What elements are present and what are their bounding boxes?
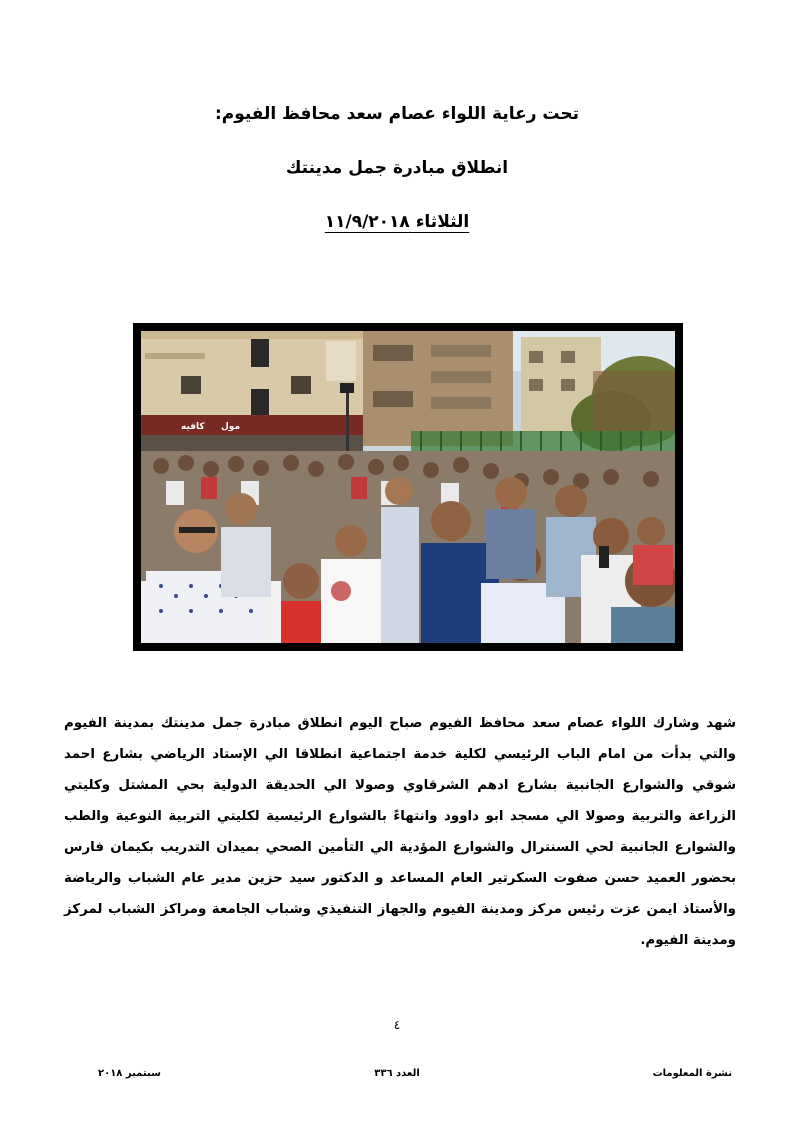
page-number: ٤ <box>393 1018 401 1032</box>
crowd-photo-illustration <box>141 331 675 643</box>
footer-issue-number: العدد ٣٣٦ <box>374 1068 420 1079</box>
date-text: الثلاثاء ١١/٩/٢٠١٨ <box>324 212 470 232</box>
footer-date: سبتمبر ٢٠١٨ <box>98 1068 161 1079</box>
shop-sign-1: كافيه <box>181 422 205 432</box>
date-heading <box>0 212 794 232</box>
patronage-heading: تحت رعاية اللواء عصام سعد محافظ الفيوم: <box>214 104 580 124</box>
initiative-title: انطلاق مبادرة جمل مدينتك <box>285 158 509 178</box>
event-photo <box>133 323 683 651</box>
article-paragraph: شهد وشارك اللواء عصام سعد محافظ الفيوم صباح اليوم انطلاق مبادرة جمل مدينتك بمدينة الفيوم والتي بدأت من امام الباب الرئيسي لكلية خدمة اجتماعية انطلاقا الي الإستاد الرياضي بشارع احمد شوقي والشوارع الجانبية بشارع ادهم الشرقاوي وصولا الي الحديقة الدولية بحي المشتل وكليتي الزراعة والتربية وصولا الي مسجد ابو داوود وانتهاءً بالشوارع الرئيسية لكليتي التربية النوعية والطب والشوارع الجانبية لحي السنترال والشوارع المؤدية الي التأمين الصحي بميدان التدريب بكيمان فارس بحضور العميد حسن صفوت السكرتير العام المساعد و الدكتور سيد حزين مدير عام الشباب والرياضة والأستاذ ايمن عزت رئيس مركز ومدينة الفيوم والجهاز التنفيذي وشباب الجامعة ومراكز الشباب لمركز ومدينة الفيوم. <box>64 716 736 948</box>
shop-sign-2: مول <box>221 422 241 432</box>
footer-publication-name: نشرة المعلومات <box>652 1068 732 1079</box>
